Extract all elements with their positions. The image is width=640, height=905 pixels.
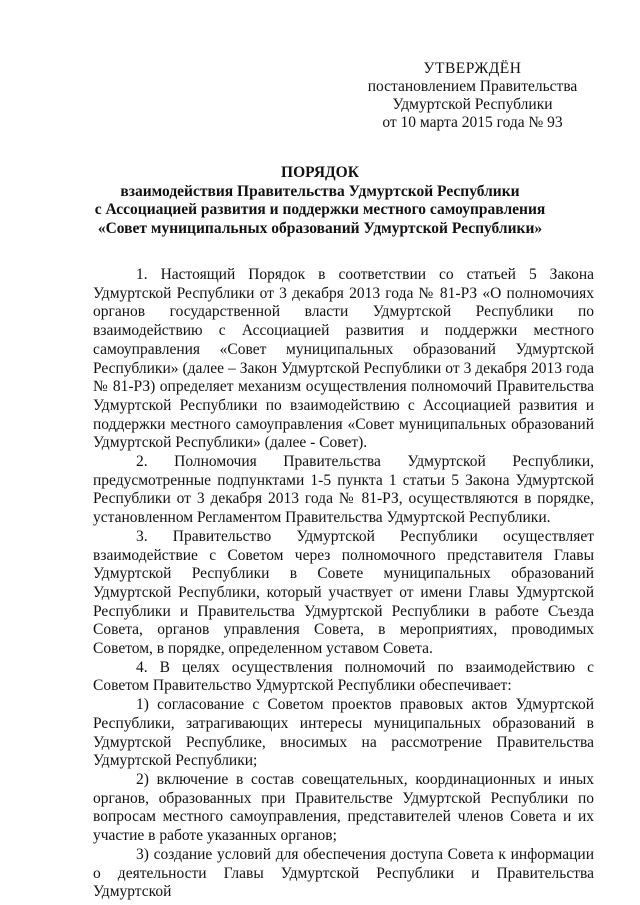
approval-stamp xyxy=(360,60,585,132)
approval-line-2: Удмуртской Республики xyxy=(392,96,553,113)
title-main: ПОРЯДОК xyxy=(281,164,359,181)
paragraph-3: 3. Правительство Удмуртской Республики осуществляет взаимодействие с Советом через полномочного представителя Главы Удмуртской Республики в Совете муниципальных образований Удмуртской Республики, который участвует от имени Главы Удмуртской Республики и Правительства Удмуртской Республики в работе Съезда Совета, органов управления Совета, в мероприятиях, проводимых Советом, в порядке, определенном уставом Совета. xyxy=(93,527,594,658)
paragraph-4: 4. В целях осуществления полномочий по взаимодействию с Советом Правительство Удмуртской Республики обеспечивает: xyxy=(93,658,594,695)
approval-title: УТВЕРЖДЁН xyxy=(423,60,522,77)
paragraph-1: 1. Настоящий Порядок в соответствии со статьей 5 Закона Удмуртской Республики от 3 декабря 2013 года № 81-РЗ «О полномочиях органов государственной власти Удмуртской Республики по взаимодействию с Ассоциацией развития и поддержки местного самоуправления «Совет муниципальных образований Удмуртской Республики» (далее – Закон Удмуртской Республики от 3 декабря 2013 года № 81-РЗ) определяет механизм осуществления полномочий Правительства Удмуртской Республики по взаимодействию с Ассоциацией развития и поддержки местного самоуправления «Совет муниципальных образований Удмуртской Республики» (далее - Совет). xyxy=(93,266,594,452)
document-body xyxy=(93,266,594,902)
approval-line-1: постановлением Правительства xyxy=(367,78,578,95)
title-line-1: взаимодействия Правительства Удмуртской Республики xyxy=(120,182,520,200)
paragraph-4-item-2: 2) включение в состав совещательных, координационных и иных органов, образованных при Правительстве Удмуртской Республики по вопросам местного самоуправления, представителей членов Совета и их участие в работе указанных органов; xyxy=(93,770,594,845)
title-line-3: «Совет муниципальных образований Удмуртской Республики» xyxy=(97,219,543,237)
approval-line-3: от 10 марта 2015 года № 93 xyxy=(382,114,563,131)
paragraph-2: 2. Полномочия Правительства Удмуртской Республики, предусмотренные подпунктами 1-5 пункта 1 статьи 5 Закона Удмуртской Республики от 3 декабря 2013 года № 81-РЗ, осуществляются в порядке, установленном Регламентом Правительства Удмуртской Республики. xyxy=(93,453,594,527)
paragraph-4-item-1: 1) согласование с Советом проектов правовых актов Удмуртской Республики, затрагивающих интересы муниципальных образований в Удмуртской Республике, вносимых на рассмотрение Правительства Удмуртской Республики; xyxy=(93,696,594,770)
title-line-2: с Ассоциацией развития и поддержки местного самоуправления xyxy=(94,201,546,218)
paragraph-4-item-3: 3) создание условий для обеспечения доступа Совета к информации о деятельности Главы Удмуртской Республики и Правительства Удмуртской xyxy=(93,845,594,901)
document-title xyxy=(60,164,580,238)
